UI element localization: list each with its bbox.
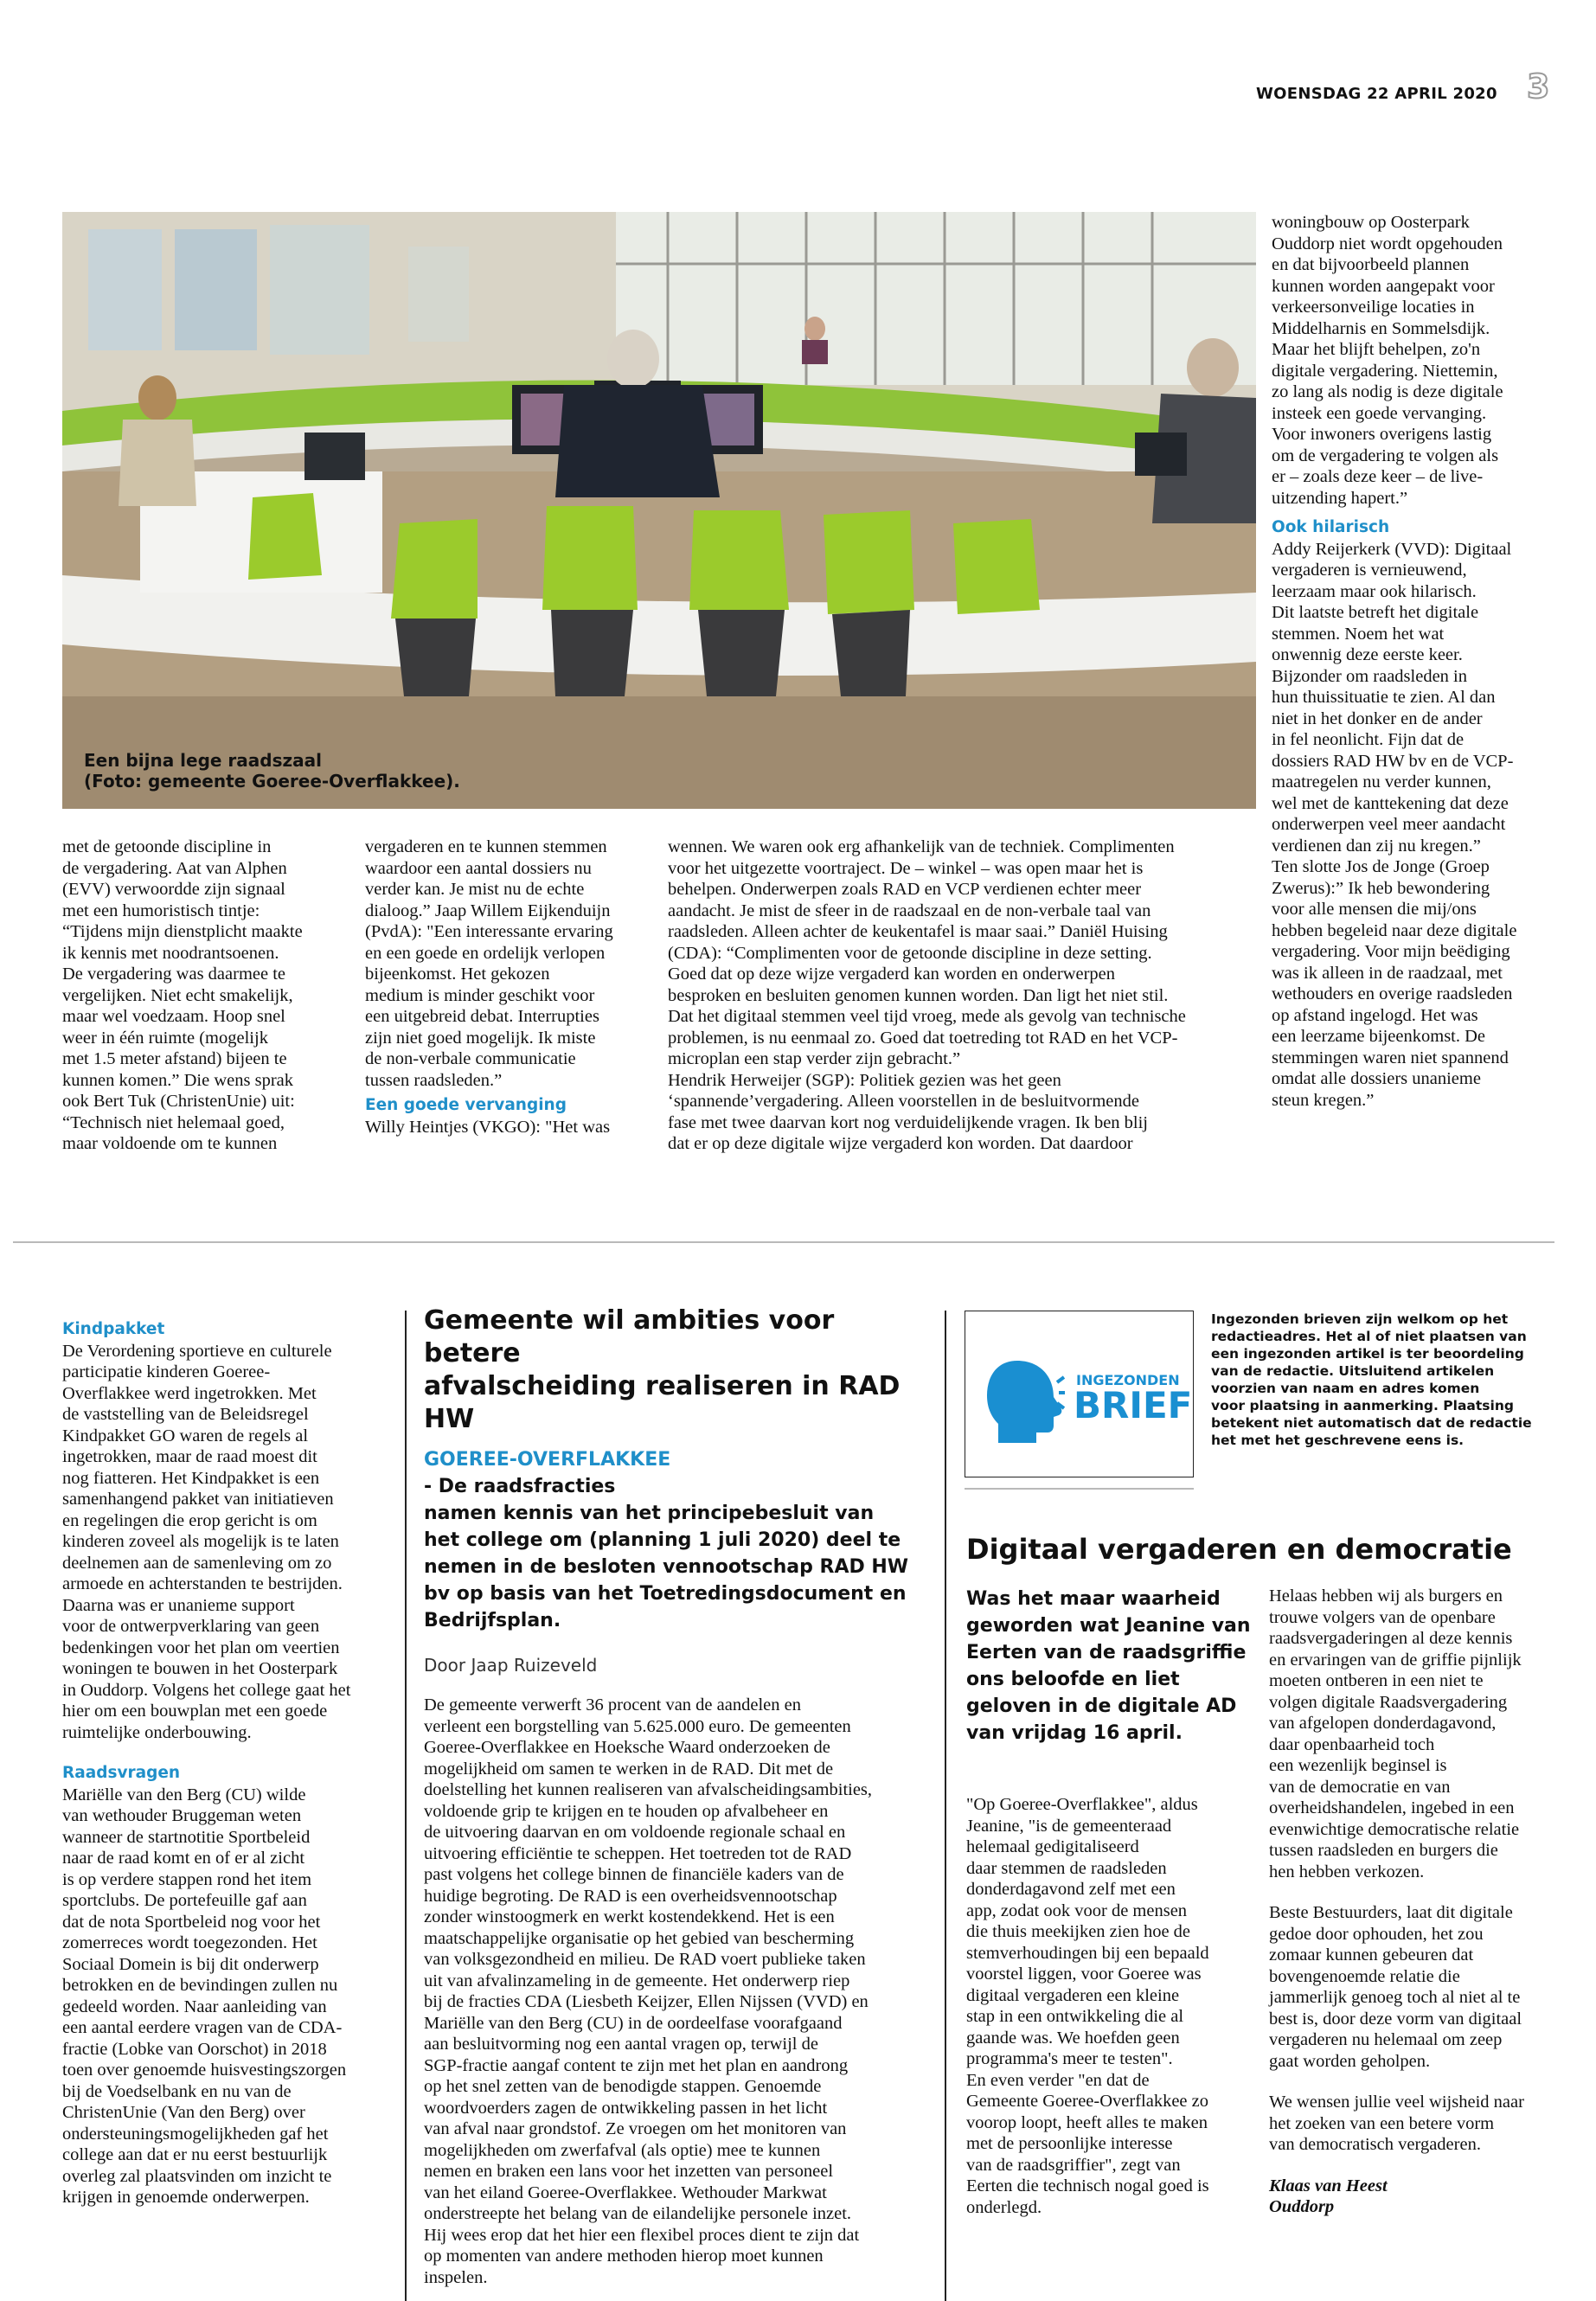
text-line: En even verder "en dat de — [966, 2070, 1150, 2090]
mid-article-body — [424, 1695, 930, 2288]
text-line: zo lang als nodig is deze digitale — [1272, 382, 1503, 401]
text-line: zijn niet goed mogelijk. Ik miste — [365, 1028, 596, 1048]
lead-line: bv op basis van het Toetredingsdocument en — [424, 1583, 907, 1605]
page-number: 3 — [1527, 67, 1550, 106]
subhead-kindpakket: Kindpakket — [62, 1320, 165, 1338]
text-line: Willy Heintjes (VKGO): "Het was — [365, 1117, 611, 1137]
text-line: tussen raadsleden.” — [365, 1070, 503, 1090]
lead-line: Eerten van de raadsgriffie — [966, 1642, 1247, 1663]
text-line: zonder winstoogmerk en werkt kostendekkend. Het is een — [424, 1907, 835, 1926]
text-line: trouwe volgers van de openbare — [1269, 1607, 1496, 1627]
top-article-col1 — [62, 836, 303, 1155]
text-line: onwennig deze eerste keer. — [1272, 645, 1463, 664]
text-line: donderdagavond zelf met een — [966, 1880, 1176, 1899]
text-line: verdienen dan zij nu kregen.” — [1272, 836, 1481, 856]
text-line: fase met twee daarvan kort nog verduidelijkende vragen. Ik ben blij — [668, 1112, 1149, 1132]
text-line: een uitgebreid debat. Interrupties — [365, 1007, 599, 1026]
text-line: uitvoering efficiëntie te scheppen. Het toetreden tot de RAD — [424, 1843, 852, 1863]
text-line: best is, door deze vorm van digitaal — [1269, 2009, 1522, 2029]
text-line: Dat het digitaal stemmen veel tijd vroeg, mede als gevolg van technische — [668, 1007, 1186, 1026]
text-line: nemen en braken een lans voor het inzetten van personeel — [424, 2162, 834, 2181]
top-article-col2 — [365, 836, 613, 1138]
text-line: met een humoristisch tintje: — [62, 901, 260, 920]
text-line: onderwerpen veel meer aandacht — [1272, 815, 1506, 834]
text-line: Voor inwoners overigens lastig — [1272, 425, 1492, 444]
lead-line: namen kennis van het principebesluit van — [424, 1503, 875, 1524]
text-line: bijeenkomst. Het gekozen — [365, 965, 550, 984]
lead-line: nemen in de besloten vennootschap RAD HW — [424, 1556, 909, 1578]
notice-line: van de redactie. Uitsluitend artikelen — [1211, 1363, 1495, 1379]
text-line: besproken en besluiten genomen kunnen worden. Dan ligt het niet stil. — [668, 985, 1169, 1005]
text-line: ondersteuningsmogelijkheden gaf het — [62, 2124, 329, 2144]
text-line: hebben begeleid naar deze digitale — [1272, 920, 1517, 940]
text-line: moeten ontberen in een niet te — [1269, 1671, 1484, 1690]
text-line: bovengenoemde relatie die — [1269, 1966, 1460, 1986]
text-line: van afgelopen donderdagavond, — [1269, 1714, 1497, 1733]
text-line: gaande was. We hoefden geen — [966, 2028, 1180, 2048]
text-line: maatregelen nu verder kunnen, — [1272, 772, 1491, 792]
letter-signature-name: Klaas van Heest — [1269, 2176, 1388, 2195]
text-line: Hendrik Herweijer (SGP): Politiek gezien was het geen — [668, 1070, 1061, 1090]
text-line: bij de fracties CDA (Liesbeth Keijzer, Ellen Nijssen (VVD) en — [424, 1992, 869, 2011]
notice-line: een ingezonden artikel is ter beoordeling — [1211, 1346, 1524, 1362]
text-line: insteek een goede vervanging. — [1272, 403, 1487, 423]
text-line: was ik alleen in de raadzaal, met — [1272, 963, 1503, 983]
text-line: Eerten die technisch nogal goed is — [966, 2176, 1209, 2195]
text-line: helemaal gedigitaliseerd — [966, 1837, 1139, 1856]
text-line: raadsleden. Alleen achter de keukentafel is maar saai.” Daniël Huising — [668, 922, 1168, 941]
text-line: samenhangend pakket van initiatieven — [62, 1490, 334, 1509]
text-line: er – zoals deze keer – de live- — [1272, 467, 1484, 486]
text-line: armoede en achterstanden te bestrijden. — [62, 1574, 343, 1593]
text-line: van de democratie en van — [1269, 1777, 1451, 1797]
text-line: dialoog.” Jaap Willem Eijkenduijn — [365, 901, 611, 920]
text-line: voor alle mensen die mij/ons — [1272, 900, 1477, 919]
text-line: ik kennis met noodrantsoenen. — [62, 943, 279, 963]
text-line: Mariëlle van den Berg (CU) in de oordeelfase voorafgaand — [424, 2013, 843, 2033]
text-line: woningbouw op Oosterpark — [1272, 213, 1470, 232]
lead-line: ons beloofde en liet — [966, 1669, 1180, 1690]
text-line: Jeanine, "is de gemeenteraad — [966, 1816, 1172, 1836]
text-line: woordvoerders zagen de ontwikkeling passen in het licht — [424, 2098, 828, 2118]
text-line: de uitvoering daarvan en om voldoende regionale schaal en — [424, 1823, 846, 1842]
text-line: vergaderen en te kunnen stemmen — [365, 837, 607, 856]
text-line: van afval naar grondstof. Ze vroegen om het monitoren van — [424, 2119, 847, 2138]
notice-line: voorzien van naam en adres komen — [1211, 1381, 1480, 1396]
text-line: gaat worden geholpen. — [1269, 2051, 1431, 2071]
ingezonden-brief-logo-box — [965, 1311, 1194, 1477]
text-line: van het eiland Goeree-Overflakkee. Wethouder Markwat — [424, 2182, 827, 2202]
text-line: college aan dat er nu eerst bestuurlijk — [62, 2145, 328, 2164]
text-line: met de getoonde discipline in — [62, 837, 272, 856]
subhead-ook-hilarisch: Ook hilarisch — [1272, 518, 1390, 536]
text-line: kunnen worden aangepakt voor — [1272, 276, 1495, 296]
text-line: bedenkingen voor het plan om veertien — [62, 1638, 340, 1657]
notice-line: Ingezonden brieven zijn welkom op het — [1211, 1311, 1509, 1327]
mid-headline-line2: afvalscheiding realiseren in RAD HW — [424, 1371, 901, 1434]
column-rule-left — [405, 1311, 407, 2301]
lead-line: Bedrijfsplan. — [424, 1610, 561, 1631]
text-line: verder kan. Je mist nu de echte — [365, 880, 585, 899]
text-line: Sociaal Domein is bij dit onderwerp — [62, 1954, 319, 1974]
text-line: (PvdA): "Een interessante ervaring — [365, 922, 613, 941]
text-line: (EVV) verwoordde zijn signaal — [62, 880, 285, 899]
text-line: volgen digitale Raadsvergadering — [1269, 1692, 1508, 1712]
text-line: wanneer de startnotitie Sportbeleid — [62, 1827, 311, 1847]
text-line: op momenten van andere methoden hierop moet kunnen — [424, 2247, 824, 2266]
text-line: dat er op deze digitale wijze vergaderd kon worden. Dat daardoor — [668, 1134, 1133, 1153]
text-line: ‘spannende’vergadering. Alleen voorstellen in de besluitvormende — [668, 1092, 1139, 1111]
text-line: en dat bijvoorbeeld plannen — [1272, 255, 1470, 274]
text-line: wethouders en overige raadsleden — [1272, 984, 1513, 1003]
letter-headline: Digitaal vergaderen en democratie — [966, 1533, 1512, 1566]
lead-line: geworden wat Jeanine van — [966, 1615, 1251, 1637]
lead-line: geloven in de digitale AD — [966, 1695, 1237, 1717]
header-date: WOENSDAG 22 APRIL 2020 — [1256, 85, 1497, 103]
text-line: inspelen. — [424, 2267, 488, 2287]
text-line: dossiers RAD HW bv en de VCP- — [1272, 751, 1514, 771]
text-line: voorstel liggen, voor Goeree was — [966, 1965, 1202, 1984]
text-line: Middelharnis en Sommelsdijk. — [1272, 318, 1490, 338]
text-line: tussen raadsleden en burgers die — [1269, 1841, 1498, 1860]
text-line: verleent een borgstelling van 5.625.000 euro. De gemeenten — [424, 1716, 851, 1736]
text-line: de non-verbale communicatie — [365, 1049, 576, 1068]
text-line: programma's meer te testen". — [966, 2049, 1173, 2068]
photo-caption-line2: (Foto: gemeente Goeree-Overflakkee). — [84, 771, 460, 792]
text-line: stemverhoudingen bij een bepaald — [966, 1943, 1209, 1963]
letter-lead — [966, 1586, 1251, 1747]
text-line: bij de Voedselbank en nu van de — [62, 2081, 292, 2101]
council-chamber-photo — [62, 212, 1256, 809]
text-line: hen hebben verkozen. — [1269, 1862, 1425, 1881]
text-line: en ervaringen van de griffie pijnlijk — [1269, 1650, 1522, 1670]
text-line: We wensen jullie veel wijsheid naar — [1269, 2093, 1524, 2112]
text-line: Goeree-Overflakkee en Hoeksche Waard onderzoeken de — [424, 1738, 830, 1757]
mid-lead-first: - De raadsfracties — [424, 1476, 616, 1497]
mid-headline-line1: Gemeente wil ambities voor betere — [424, 1305, 835, 1368]
lead-line: Was het maar waarheid — [966, 1588, 1221, 1610]
photo-caption — [84, 750, 460, 792]
text-line: De Verordening sportieve en culturele — [62, 1341, 332, 1361]
text-line: stemmingen waren niet spannend — [1272, 1048, 1509, 1067]
text-line: een aantal eerdere vragen van de CDA- — [62, 2018, 343, 2037]
text-line: en regelingen die erop gericht is om — [62, 1510, 317, 1530]
letter-box-underline — [965, 1488, 1194, 1490]
text-line: aan besluitvorming nog een aantal vragen op, terwijl de — [424, 2035, 818, 2054]
text-line: ingetrokken, maar de raad moest dit — [62, 1447, 317, 1466]
text-line: niet in het donker en de ander — [1272, 708, 1483, 728]
text-line: onderlegd. — [966, 2197, 1042, 2217]
logo-ingezonden: INGEZONDEN — [1076, 1372, 1180, 1388]
text-line: overheidshandelen, ingebed in een — [1269, 1798, 1515, 1817]
text-line: met de persoonlijke interesse — [966, 2134, 1173, 2153]
text-line: voor het uitgezette voortraject. De – winkel – was open maar het is — [668, 858, 1144, 878]
text-line: daar openbaarheid toch — [1269, 1734, 1435, 1754]
text-line: wennen. We waren ook erg afhankelijk van de techniek. Complimenten — [668, 837, 1175, 856]
text-line: voorop loopt, heeft alles te maken — [966, 2112, 1208, 2132]
text-line: “Tijdens mijn dienstplicht maakte — [62, 922, 303, 941]
top-article-col3 — [668, 836, 1186, 1155]
text-line: fractie (Lobke van Oorschot) in 2018 — [62, 2039, 327, 2059]
text-line: wel met de kanttekening dat deze — [1272, 793, 1509, 813]
text-line: betrokken en de bevindingen zullen nu — [62, 1976, 338, 1995]
text-line: in fel neonlicht. Fijn dat de — [1272, 730, 1465, 749]
text-line: behelpen. Onderwerpen zoals RAD en VCP verdienen echter meer — [668, 880, 1142, 899]
text-line: zomaar kunnen gebeuren dat — [1269, 1945, 1474, 1965]
text-line: app, zodat ook voor de mensen — [966, 1900, 1188, 1920]
notice-line: voor plaatsing in aanmerking. Plaatsing — [1211, 1398, 1514, 1413]
text-line: Addy Reijerkerk (VVD): Digitaal — [1272, 539, 1512, 559]
text-line: problemen, is nu eenmaal zo. Goed dat toetreding tot RAD en het VCP- — [668, 1028, 1178, 1048]
text-line: van de raadsgriffier", zegt van — [966, 2155, 1181, 2175]
mid-article-kicker: GOEREE-OVERFLAKKEE — [424, 1449, 671, 1471]
text-line: Goed dat op deze wijze vergaderd kan worden en onderwerpen — [668, 965, 1116, 984]
text-line: op het snel zetten van de benodigde stappen. Genoemde — [424, 2077, 822, 2096]
text-line: jammerlijk genoeg toch al niet al te — [1269, 1988, 1521, 2007]
text-line: De vergadering was daarmee te — [62, 965, 286, 984]
text-line: De gemeente verwerft 36 procent van de aandelen en — [424, 1695, 801, 1715]
text-line: sportclubs. De portefeuille gaf aan — [62, 1891, 307, 1910]
text-line: raadsvergaderingen al deze kennis — [1269, 1629, 1513, 1648]
text-line: zomerreces wordt toegezonden. Het — [62, 1933, 317, 1952]
text-line: leerzaam maar ook hilarisch. — [1272, 581, 1477, 601]
text-line: om de vergadering te volgen als — [1272, 445, 1499, 465]
text-line: uit van afvalinzameling in de gemeente. Het onderwerp riep — [424, 1971, 850, 1990]
text-line: maatschappelijke organisatie op het gebied van bescherming — [424, 1928, 855, 1948]
text-line: waardoor een aantal dossiers nu — [365, 858, 592, 878]
subhead-een-goede-vervanging: Een goede vervanging — [365, 1096, 567, 1114]
mid-article-headline — [424, 1304, 930, 1436]
text-line: hun thuissituatie te zien. Al dan — [1272, 688, 1496, 707]
text-line: maar wel voedzaam. Hoop snel — [62, 1007, 285, 1026]
text-line: is op verdere stappen rond het item — [62, 1869, 312, 1889]
text-line: woningen te bouwen in het Oosterpark — [62, 1659, 338, 1678]
letter-col2 — [1269, 1586, 1524, 2218]
text-line: Zwerus):” Ik heb bewondering — [1272, 878, 1490, 898]
text-line: op afstand ingelogd. Het was — [1272, 1005, 1478, 1025]
text-line: mogelijkheid om samen te werken in de RAD. Dit met de — [424, 1759, 834, 1779]
text-line: hier om een bouwplan met een goede — [62, 1702, 328, 1721]
text-line: omdat alle dossiers unanieme — [1272, 1069, 1481, 1088]
text-line: onderstreepte het belang van de eilandelijke personele inzet. — [424, 2204, 852, 2223]
subhead-raadsvragen: Raadsvragen — [62, 1764, 181, 1782]
text-line: digitale vergadering. Niettemin, — [1272, 361, 1498, 381]
text-line: huidige begroting. De RAD is een overheidsvennootschap — [424, 1886, 837, 1906]
text-line: ook Bert Tuk (ChristenUnie) uit: — [62, 1092, 295, 1111]
text-line: ChristenUnie (Van den Berg) over — [62, 2103, 305, 2122]
notice-line: redactieadres. Het al of niet plaatsen van — [1211, 1329, 1527, 1344]
letter-col1 — [966, 1794, 1209, 2218]
top-article-col4 — [1272, 212, 1516, 1111]
text-line: vergaderen is vernieuwend, — [1272, 561, 1467, 580]
text-line: Hij wees erop dat het hier een flexibel proces dient te zijn dat — [424, 2225, 860, 2245]
text-line: de vaststelling van de Beleidsregel — [62, 1405, 309, 1424]
text-line: Ten slotte Jos de Jonge (Groep — [1272, 857, 1490, 876]
photo-illustration — [62, 212, 1256, 809]
text-line: Kindpakket GO waren de regels al — [62, 1426, 309, 1445]
text-line: gedeeld worden. Naar aanleiding van — [62, 1997, 327, 2016]
text-line: Daarna was er unanieme support — [62, 1595, 295, 1615]
text-line: krijgen in genoemde onderwerpen. — [62, 2188, 310, 2207]
notice-line: betekent niet automatisch dat de redactie — [1211, 1415, 1532, 1431]
text-line: Maar het blijft behelpen, zo'n — [1272, 340, 1481, 359]
notice-line: het met het geschrevene eens is. — [1211, 1433, 1465, 1448]
left-column — [62, 1319, 350, 2208]
mid-article — [424, 1304, 930, 2288]
text-line: Helaas hebben wij als burgers en — [1269, 1586, 1503, 1606]
text-line: nog fiatteren. Het Kindpakket is een — [62, 1468, 320, 1488]
text-line: kinderen zoveel als mogelijk is te laten — [62, 1532, 339, 1551]
photo-caption-line1: Een bijna lege raadszaal — [84, 750, 322, 771]
text-line: stap in een ontwikkeling die al — [966, 2007, 1184, 2026]
text-line: en een goede en ordelijk verlopen — [365, 943, 606, 963]
text-line: medium is minder geschikt voor — [365, 985, 595, 1005]
text-line: steun kregen.” — [1272, 1090, 1375, 1110]
mid-article-byline: Door Jaap Ruizeveld — [424, 1655, 598, 1676]
text-line: evenwichtige democratische relatie — [1269, 1819, 1520, 1839]
text-line: die thuis meekijken zien hoe de — [966, 1922, 1191, 1941]
text-line: vergelijken. Niet echt smakelijk, — [62, 985, 293, 1005]
text-line: Ouddorp niet wordt opgehouden — [1272, 234, 1503, 253]
text-line: van wethouder Bruggeman weten — [62, 1806, 302, 1825]
text-line: Overflakkee werd ingetrokken. Met — [62, 1383, 317, 1403]
lead-line: het college om (planning 1 juli 2020) deel te — [424, 1529, 901, 1551]
text-line: in Ouddorp. Volgens het college gaat het — [62, 1680, 351, 1700]
text-line: verkeersonveilige locaties in — [1272, 298, 1475, 317]
text-line: vergaderen nu helemaal om zeep — [1269, 2030, 1503, 2049]
text-line: (CDA): “Complimenten voor de getoonde discipline in deze setting. — [668, 943, 1152, 963]
mid-article-lead — [424, 1446, 930, 1634]
text-line: de vergadering. Aat van Alphen — [62, 858, 287, 878]
text-line: ruimtelijke onderbouwing. — [62, 1722, 252, 1742]
text-line: Gemeente Goeree-Overflakkee zo — [966, 2092, 1208, 2111]
text-line: uitzending hapert.” — [1272, 488, 1408, 508]
text-line: stemmen. Noem het wat — [1272, 624, 1445, 644]
text-line: deelnemen aan de samenleving om zo — [62, 1553, 332, 1573]
text-line: mogelijkheden om zwerfafval (als optie) mee te kunnen — [424, 2140, 821, 2160]
text-line: Beste Bestuurders, laat dit digitale — [1269, 1903, 1513, 1922]
text-line: Mariëlle van den Berg (CU) wilde — [62, 1785, 306, 1804]
text-line: maar voldoende om te kunnen — [62, 1134, 278, 1153]
speaking-head-icon — [983, 1356, 1065, 1447]
text-line: toen over genoemde huisvestingszorgen — [62, 2061, 347, 2080]
text-line: “Technisch niet helemaal goed, — [62, 1112, 285, 1132]
section-divider — [13, 1241, 1554, 1243]
text-line: weer in één ruimte (mogelijk — [62, 1028, 268, 1048]
letter-signature-place: Ouddorp — [1269, 2197, 1335, 2216]
text-line: vergadering. Voor mijn beëdiging — [1272, 942, 1510, 961]
text-line: "Op Goeree-Overflakkee", aldus — [966, 1795, 1198, 1814]
text-line: voor de ontwerpverklaring van geen — [62, 1617, 320, 1636]
text-line: gedoe door ophouden, het zou — [1269, 1924, 1484, 1944]
lead-line: van vrijdag 16 april. — [966, 1722, 1183, 1744]
text-line: een leerzame bijeenkomst. De — [1272, 1027, 1486, 1046]
text-line: van democratisch vergaderen. — [1269, 2135, 1481, 2154]
text-line: van volksgezondheid en milieu. De RAD voert publieke taken — [424, 1950, 866, 1969]
text-line: daar stemmen de raadsleden — [966, 1858, 1167, 1878]
text-line: digitaal vergaderen een kleine — [966, 1985, 1180, 2005]
text-line: aandacht. Je mist de sfeer in de raadszaal en de non-verbale taal van — [668, 901, 1151, 920]
text-line: met 1.5 meter afstand) bijeen te — [62, 1049, 287, 1068]
text-line: participatie kinderen Goeree- — [62, 1362, 271, 1381]
text-line: dat de nota Sportbeleid nog voor het — [62, 1912, 321, 1932]
text-line: kunnen komen.” Die wens sprak — [62, 1070, 294, 1090]
text-line: microplan een stap verder zijn gebracht.” — [668, 1049, 961, 1068]
text-line: Bijzonder om raadsleden in — [1272, 666, 1468, 686]
text-line: overleg zal plaatsvinden om inzicht te — [62, 2166, 332, 2186]
letter-notice — [1211, 1311, 1532, 1449]
column-rule-right — [945, 1311, 946, 2301]
text-line: doelstelling het kunnen realiseren van afvalscheidingsambities, — [424, 1780, 873, 1799]
text-line: voldoende grip te krijgen en te houden op afvalbeheer en — [424, 1801, 829, 1821]
text-line: naar de raad komt en of er al zicht — [62, 1849, 305, 1868]
text-line: het zoeken van een betere vorm — [1269, 2113, 1495, 2133]
text-line: een wezenlijk beginsel is — [1269, 1756, 1447, 1775]
text-line: SGP-fractie aangaf content te zijn met het plan en aandrong — [424, 2055, 849, 2075]
logo-brief: BRIEF — [1074, 1384, 1193, 1426]
text-line: Dit laatste betreft het digitale — [1272, 603, 1479, 622]
text-line: past volgens het college binnen de financiële kaders van de — [424, 1865, 844, 1884]
